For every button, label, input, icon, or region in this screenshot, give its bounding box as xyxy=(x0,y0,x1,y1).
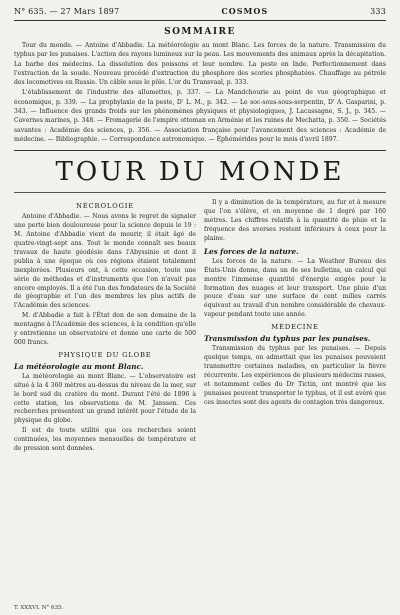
running-header xyxy=(14,6,386,17)
issue-number: N° 635. — 27 Mars 1897 xyxy=(14,7,120,16)
header-rule xyxy=(14,20,386,21)
section-head-necrologie: NÉCROLOGIE xyxy=(76,202,134,211)
article-paragraph: Il y a diminution de la température, au fur et à mesure que l'on s'élève, et en moyenne de 1 degré par 160 mètres. Les chiffres relatifs à la quantité de pluie et la fréquence des averses restent inférieurs à ceux pour la plaine. xyxy=(204,199,386,242)
article-paragraph: Il est de toute utilité que ces recherches soient continuées, les moyennes mensuelles de température et de pression sont données. xyxy=(14,427,196,453)
sommaire-text xyxy=(14,41,386,144)
article-paragraph: Transmission du typhus par les punaises. — Depuis quelque temps, on admettait que les punaises pouvaient transmettre certaines maladies, en particulier la fièvre récurrente. Les expériences de plusieurs médecins russes, et notamment celles du Dr Tictin, ont montré que les punaises peuvent transporter le typhus, et il est avéré que ces insectes sont des agents de contagion très dangereux. xyxy=(204,345,386,406)
article-paragraph: Antoine d'Abbadie. — Nous avons le regret de signaler une perte bien douloureuse pour la science depuis le 19 : M. Antoine d'Abbadie vient de mourir, il était âgé de quatre-vingt-sept ans. Tout le monde connaît ses beaux travaux de haute géodésie dans l'Abyssinie et dont il publia à une époque où ces régions étaient totalement inexplorées. Plusieurs ont, à cette occasion, toute une série de méthodes et d'instruments que l'on n'avait pas encore employés. Il a été l'un des fondateurs de la Société de géographie et l'un des membres les plus actifs de l'Académie des sciences. xyxy=(14,213,196,310)
journal-name: COSMOS xyxy=(221,6,269,16)
article-paragraph: Les forces de la nature. — La Weather Bureau des États-Unis donne, dans un de ses bulletins, un calcul qui montre l'immense quantité d'énergie exigée pour la formation des nuages et leur transport. Une pluie d'un pouce d'eau sur une surface de cent milles carrés équivaut au travail d'un nombre considérable de chevaux-vapeur pendant toute une année. xyxy=(204,257,386,319)
section-head-physique: PHYSIQUE DU GLOBE xyxy=(58,350,152,359)
footer-signature: T. XXXVI. N° 635. xyxy=(14,605,64,611)
left-column xyxy=(14,199,196,455)
article-title-forces: Les forces de la nature. xyxy=(204,246,299,256)
page-number: 333 xyxy=(370,7,386,16)
title-rule xyxy=(14,192,386,193)
sommaire-title: SOMMAIRE xyxy=(164,27,236,37)
article-paragraph: La météorologie au mont Blanc. — L'observatoire est situé à la 4 360 mètres au-dessus du niveau de la mer, sur le bord sud du cratère du mont. Durant l'été de 1896 à cette station, les observations de M. Janssen. Ces recherches présentent un grand intérêt pour l'étude de la physique du globe. xyxy=(14,372,196,425)
section-head-medecine: MÉDECINE xyxy=(271,323,319,332)
article-paragraph: M. d'Abbadie a fait à l'État don de son domaine de la montagne à l'Académie des sciences, à la condition qu'elle y entretienne un observatoire et donne une carte de 500 000 francs. xyxy=(14,312,196,346)
main-title: TOUR DU MONDE xyxy=(55,157,345,188)
sommaire-paragraph: L'établissement de l'industrie des allumettes, p. 337. — La Mandchourie au point de vue géographique et économique, p. 339. — La prophylaxie de la peste, D' L. M., p. 342. — Le soc-sous-sous-serpentin, D' A. Gasparini, p. 343. — Influence des grands froids sur les phénomènes physiques et physiologiques, J. Lacassagne, S. J., p. 345. — Cavernes marines, p. 348. — Fromagerie de l'empire ottoman en Arménie et les ruines de Mechatta, p. 350. — Sociétés savantes : Académie des sciences, p. 356. — Association française pour l'avancement des sciences : Académie de médecine. — Bibliographie. — Correspondance astronomique. — Éphémérides pour le mois d'avril 1897. xyxy=(14,89,386,143)
article-columns xyxy=(14,199,386,455)
sommaire-rule xyxy=(14,150,386,151)
right-column xyxy=(204,199,386,455)
article-title-typhus: Transmission du typhus par les punaises. xyxy=(204,334,371,344)
sommaire-paragraph: Tour du monde. — Antoine d'Abbadie. La météorologie au mont Blanc. Les forces de la nature. Transmission du typhus par les punaises. L'action des rayons lumineux sur la peau. Les mouvements des animaux après la décapitation. La barbe des médecins. La dissolution des poissons et leur nombre. La peste en Inde. Perfectionnement dans l'extraction de la soude. Nouveau procédé d'extraction du phosphore des scories phosphatées. Chauffage au pétrole des locomotives en Russie. Un câble sous le pôle. L'or du Transvaal, p. 333. xyxy=(14,42,386,87)
article-title-meteo: La météorologie au mont Blanc. xyxy=(14,361,144,371)
